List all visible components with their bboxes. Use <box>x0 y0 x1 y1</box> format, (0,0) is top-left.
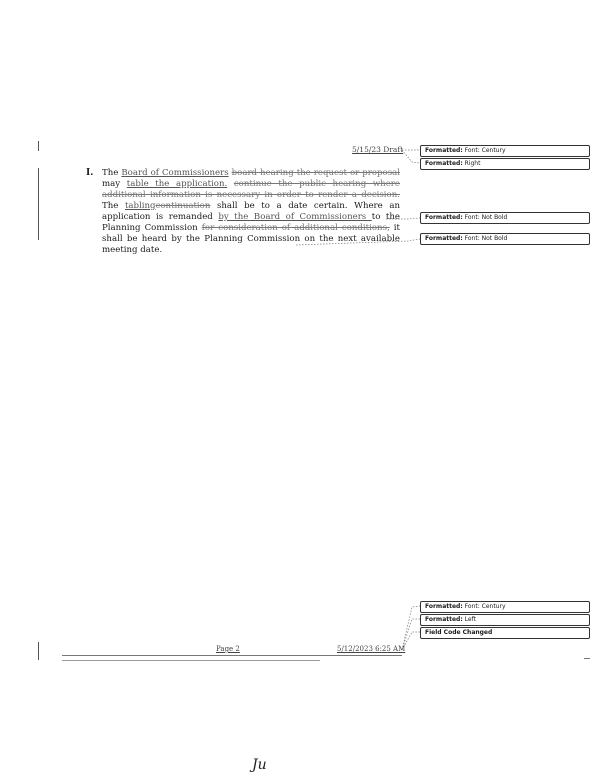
insertion: table the application. <box>126 179 228 189</box>
comment-balloon[interactable]: Formatted: Left <box>420 614 590 626</box>
deletion: board hearing the request or proposal <box>231 168 400 178</box>
text-run: it shall be heard by the Planning Commission on the next available meeting date. <box>102 223 401 255</box>
draft-header-label: 5/15/23 Draft <box>352 145 404 154</box>
text-run: may <box>102 179 127 189</box>
handwritten-initials: Ju <box>252 757 267 773</box>
deletion: continue the public hearing where additional information is necessary in order to render a decision. <box>102 179 400 200</box>
text-run: shall be to a date certain. Where an application is remanded <box>102 201 400 222</box>
comment-balloon[interactable]: Formatted: Right <box>420 158 590 170</box>
deletion: for consideration of additional conditions, <box>201 223 390 233</box>
comment-balloon[interactable]: Field Code Changed <box>420 627 590 639</box>
text-run: to the Planning Commission <box>102 212 401 233</box>
insertion: Board of Commissioners <box>121 168 229 178</box>
footer-page-number: Page 2 <box>216 645 240 653</box>
text-run: The <box>102 201 125 211</box>
comment-balloon[interactable]: Formatted: Font: Century <box>420 145 590 157</box>
comment-balloon[interactable]: Formatted: Font: Century <box>420 601 590 613</box>
footer-rule <box>62 655 402 656</box>
comment-balloon[interactable]: Formatted: Font: Not Bold <box>420 233 590 245</box>
text-run: The <box>102 168 122 178</box>
footer-date: 5/12/2023 6:25 AM <box>337 645 406 653</box>
comment-balloon[interactable]: Formatted: Font: Not Bold <box>420 212 590 224</box>
insertion: tabling <box>124 201 156 211</box>
insertion: by the Board of Commissioners <box>218 212 372 222</box>
footer-tick <box>584 658 590 659</box>
deletion: continuation <box>155 201 211 211</box>
paragraph-marker: I. <box>86 168 94 178</box>
footer-rule-secondary <box>62 660 320 661</box>
